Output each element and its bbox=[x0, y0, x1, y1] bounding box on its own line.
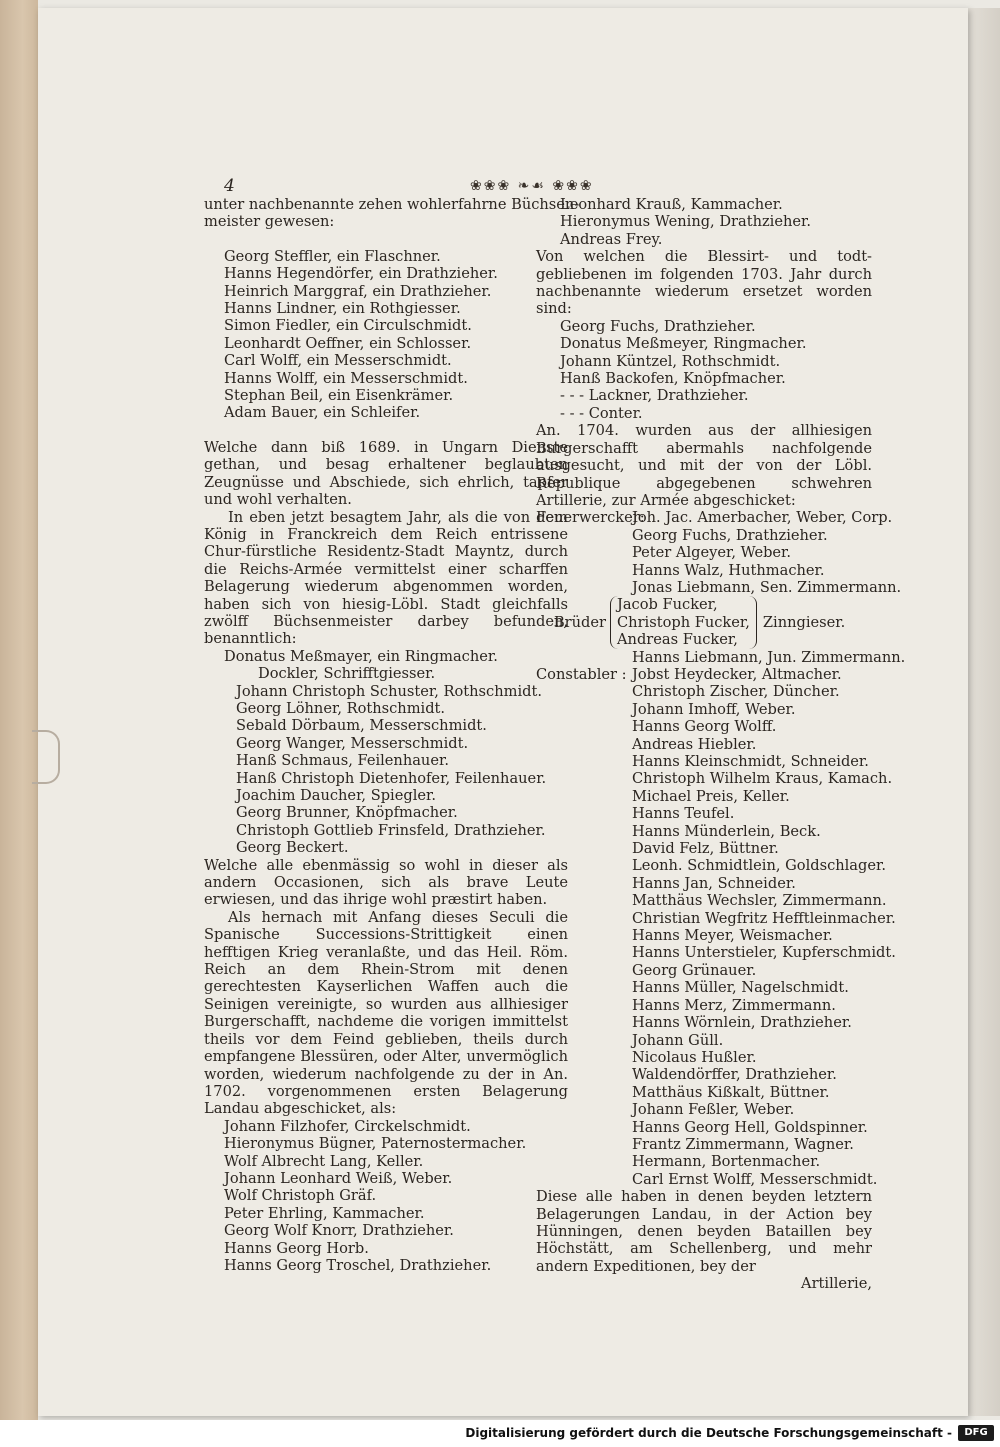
funding-notice: Digitalisierung gefördert durch die Deutsche Forschungsgemeinschaft - bbox=[465, 1426, 952, 1440]
list-item: Carl Ernst Wolff, Messerschmidt. bbox=[632, 1170, 878, 1188]
brueder-trade: Zinngieser. bbox=[762, 613, 846, 631]
list-item: Peter Algeyer, Weber. bbox=[632, 544, 792, 562]
list-item: Hanns Hegendörfer, ein Drathzieher. bbox=[224, 265, 498, 283]
list-item: Hanns Wörnlein, Drathzieher. bbox=[632, 1014, 852, 1032]
list-item: Sebald Dörbaum, Messerschmidt. bbox=[236, 717, 487, 735]
list-item: Hanns Georg Troschel, Drathzieher. bbox=[224, 1256, 492, 1274]
list-item: Christian Wegfritz Hefftleinmacher. bbox=[632, 909, 896, 927]
list-item: Hieronymus Bügner, Paternostermacher. bbox=[224, 1135, 527, 1153]
list-item: Georg Brunner, Knöpfmacher. bbox=[236, 804, 458, 822]
text-line: unter nachbenannte zehen wohlerfahrne Büchsen- bbox=[204, 196, 580, 213]
list-item: Hermann, Bortenmacher. bbox=[632, 1153, 821, 1171]
list-item: Hanß Backofen, Knöpfmacher. bbox=[560, 370, 786, 388]
list-item: Christoph Gottlieb Frinsfeld, Drathzieher. bbox=[236, 821, 546, 839]
list-item: Matthäus Wechsler, Zimmermann. bbox=[632, 892, 887, 910]
masters-1703-list bbox=[536, 318, 872, 422]
list-item: Peter Ehrling, Kammacher. bbox=[224, 1204, 425, 1222]
list-item: Hanns Kleinschmidt, Schneider. bbox=[632, 753, 869, 770]
list-item: Andreas Fucker, bbox=[617, 631, 738, 649]
list-item: Stephan Beil, ein Eisenkrämer. bbox=[224, 387, 454, 405]
book-spine bbox=[0, 0, 38, 1430]
brueder-label: Brüder bbox=[553, 613, 606, 631]
list-item: Hanns Lindner, ein Rothgiesser. bbox=[224, 300, 461, 318]
document-page bbox=[38, 8, 968, 1416]
list-item: Johann Leonhard Weiß, Weber. bbox=[224, 1169, 453, 1187]
brueder-group bbox=[536, 596, 872, 648]
list-item: Hanns Walz, Huthmacher. bbox=[632, 561, 825, 579]
paragraph: Von welchen die Blessirt- und todt- gebliebenen im folgenden 1703. Jahr durch nachbenannte wiederum ersetzet worden sind: bbox=[536, 248, 872, 318]
paper-clip-mark bbox=[32, 730, 60, 784]
paragraph: Welche alle ebenmässig so wohl in dieser als andern Occasionen, sich als brave Leute erwiesen, und das ihrige wohl præstirt haben. bbox=[204, 856, 568, 909]
list-item: Georg Wanger, Messerschmidt. bbox=[236, 734, 469, 752]
constabler-list bbox=[536, 665, 896, 1188]
list-item: Georg Wolf Knorr, Drathzieher. bbox=[224, 1222, 454, 1240]
list-item: Hanns Georg Hell, Goldspinner. bbox=[632, 1118, 868, 1136]
paragraph: Diese alle haben in denen beyden letztern Belagerungen Landau, in der Action bey Hünningen, denen beyden Bataillen bey Höchstätt, am Schellenberg, und mehr andern Expeditionen, bey der bbox=[536, 1188, 872, 1275]
list-item: Wolf Christoph Gräf. bbox=[224, 1187, 377, 1205]
list-item: Christoph Zischer, Düncher. bbox=[632, 683, 840, 701]
list-item: Georg Löhner, Rothschmidt. bbox=[236, 699, 446, 717]
list-item: - - - Lackner, Drathzieher. bbox=[560, 387, 749, 405]
list-item: Hanns Meyer, Weismacher. bbox=[632, 927, 833, 945]
list-item: Georg Fuchs, Drathzieher. bbox=[560, 317, 756, 335]
list-item: Hanns Merz, Zimmermann. bbox=[632, 996, 836, 1014]
footer-bar bbox=[0, 1420, 1000, 1447]
paragraph: An. 1704. wurden aus der allhiesigen Burgerschafft abermahls nachfolgende ausgesucht, und mit der von der Löbl. Republique abgegebenen schwehren Artillerie, zur Armée abgeschicket: bbox=[536, 422, 872, 509]
list-item: Hanns Teufel. bbox=[632, 805, 735, 823]
list-item: Georg Beckert. bbox=[236, 839, 349, 857]
catchword: Artillerie, bbox=[801, 1275, 872, 1293]
list-item: Johann Küntzel, Rothschmidt. bbox=[560, 352, 781, 370]
list-item: Hanß Christoph Dietenhofer, Feilenhauer. bbox=[236, 769, 547, 787]
list-item: Hanns Münderlein, Beck. bbox=[632, 822, 821, 840]
list-item: Donatus Meßmayer, ein Ringmacher. bbox=[224, 647, 498, 665]
text-line: meister gewesen: bbox=[204, 213, 335, 231]
list-item: Johann Imhoff, Weber. bbox=[632, 700, 796, 718]
list-item: Donatus Meßmeyer, Ringmacher. bbox=[560, 335, 807, 353]
paragraph: Welche dann biß 1689. in Ungarn Dienste gethan, und besag erhaltener beglaubten Zeugnüsse und Abschiede, sich ehrlich, tapfer und wohl verhalten. bbox=[204, 438, 568, 509]
list-item: Jacob Fucker, bbox=[617, 596, 718, 614]
list-item: Johann Güll. bbox=[632, 1031, 724, 1049]
list-item: Hanns Wolff, ein Messerschmidt. bbox=[224, 369, 468, 387]
page-edge bbox=[968, 8, 1000, 1416]
masters-list-3 bbox=[204, 1118, 568, 1275]
list-item: Nicolaus Hußler. bbox=[632, 1048, 757, 1066]
list-item: Hanns Jan, Schneider. bbox=[632, 874, 796, 892]
list-item: David Felz, Büttner. bbox=[632, 840, 779, 858]
list-item: Michael Preis, Keller. bbox=[632, 787, 790, 805]
list-item: Christoph Wilhelm Kraus, Kamach. bbox=[632, 770, 893, 788]
list-item-text: Joh. Jac. Amerbacher, Weber, Corp. bbox=[632, 509, 893, 527]
list-item: Hanns Georg Wolff. bbox=[632, 718, 777, 736]
list-item: Dockler, Schrifftgiesser. bbox=[258, 665, 436, 683]
list-item: Matthäus Kißkalt, Büttner. bbox=[632, 1083, 830, 1101]
list-item: Frantz Zimmermann, Wagner. bbox=[632, 1135, 854, 1153]
header-ornament: ❀❀❀ ❧☙ ❀❀❀ bbox=[470, 178, 594, 194]
list-item: Andreas Hiebler. bbox=[632, 735, 757, 753]
feuerwercker-label: Feuerwercker: bbox=[536, 509, 645, 527]
list-item: Johann Filzhofer, Circkelschmidt. bbox=[224, 1117, 471, 1135]
list-item: Christoph Fucker, bbox=[617, 613, 750, 631]
list-item: Jonas Liebmann, Sen. Zimmermann. bbox=[632, 578, 902, 596]
constabler-label: Constabler : bbox=[536, 665, 627, 683]
list-item: Georg Grünauer. bbox=[632, 961, 757, 979]
paragraph: Als hernach mit Anfang dieses Seculi die Spanische Successions-Strittigkeit einen hefftigen Krieg veranlaßte, und das Heil. Röm. Reich an dem Rhein-Strom mit denen gerechtesten Kayserlichen Waffen auch die Seinigen vereinigte, so wurden aus allhiesiger Burgerschafft, nachdeme die vorigen immittelst theils vor dem Feind geblieben, theils durch empfangene Blessüren, oder Alter, unvermöglich worden, wiederum nachfolgende zu der in An. 1702. vorgenommenen ersten Belagerung Landau abgeschicket, als: bbox=[204, 908, 568, 1118]
list-item: Hanns Müller, Nagelschmidt. bbox=[632, 979, 849, 997]
list-item-text: Jobst Heydecker, Altmacher. bbox=[632, 665, 842, 683]
list-item: Wolf Albrecht Lang, Keller. bbox=[224, 1152, 424, 1170]
list-item: Joachim Daucher, Spiegler. bbox=[236, 787, 437, 804]
list-item: Hanß Schmaus, Feilenhauer. bbox=[236, 752, 449, 770]
list-item: Leonhardt Oeffner, ein Schlosser. bbox=[224, 334, 472, 352]
list-item: Leonhard Krauß, Kammacher. bbox=[560, 196, 783, 213]
list-item: Johann Feßler, Weber. bbox=[632, 1101, 795, 1119]
paragraph: In eben jetzt besagtem Jahr, als die von dem König in Franckreich dem Reich entrissene Chur-fürstliche Residentz-Stadt Mayntz, durch die Reichs-Armée vermittelst einer scharffen Belagerung wiederum abgenommen worden, haben sich von hiesig-Löbl. Stadt gleichfalls zwölff Büchsenmeister darbey befunden, benanntlich: bbox=[204, 508, 568, 648]
list-item: Hanns Georg Horb. bbox=[224, 1239, 369, 1257]
list-item: Andreas Frey. bbox=[560, 230, 663, 248]
brace-bracket bbox=[610, 596, 757, 648]
list-item: Georg Fuchs, Drathzieher. bbox=[632, 526, 828, 544]
list-item: Hieronymus Wening, Drathzieher. bbox=[560, 213, 812, 231]
feuerwercker-list bbox=[536, 509, 902, 596]
page-number: 4 bbox=[224, 176, 235, 196]
list-item: Georg Steffler, ein Flaschner. bbox=[224, 247, 441, 265]
list-item bbox=[536, 509, 893, 527]
list-item bbox=[536, 666, 872, 683]
list-item: Carl Wolff, ein Messerschmidt. bbox=[224, 352, 452, 370]
list-item: Johann Christoph Schuster, Rothschmidt. bbox=[236, 682, 542, 700]
list-item: Leonh. Schmidtlein, Goldschlager. bbox=[632, 857, 886, 875]
dfg-logo-icon: DFG bbox=[958, 1425, 994, 1441]
list-item: Heinrich Marggraf, ein Drathzieher. bbox=[224, 282, 492, 300]
list-item: Hanns Unterstieler, Kupferschmidt. bbox=[632, 944, 896, 962]
list-item: Adam Bauer, ein Schleifer. bbox=[224, 404, 421, 422]
list-item: - - - Conter. bbox=[560, 404, 643, 422]
right-column bbox=[536, 196, 906, 1293]
list-item: Simon Fiedler, ein Circulschmidt. bbox=[224, 317, 472, 335]
masters-list-1 bbox=[204, 248, 568, 422]
list-item: Waldendörffer, Drathzieher. bbox=[632, 1066, 837, 1084]
masters-list-2 bbox=[204, 648, 568, 857]
list-item: Hanns Liebmann, Jun. Zimmermann. bbox=[632, 648, 906, 666]
